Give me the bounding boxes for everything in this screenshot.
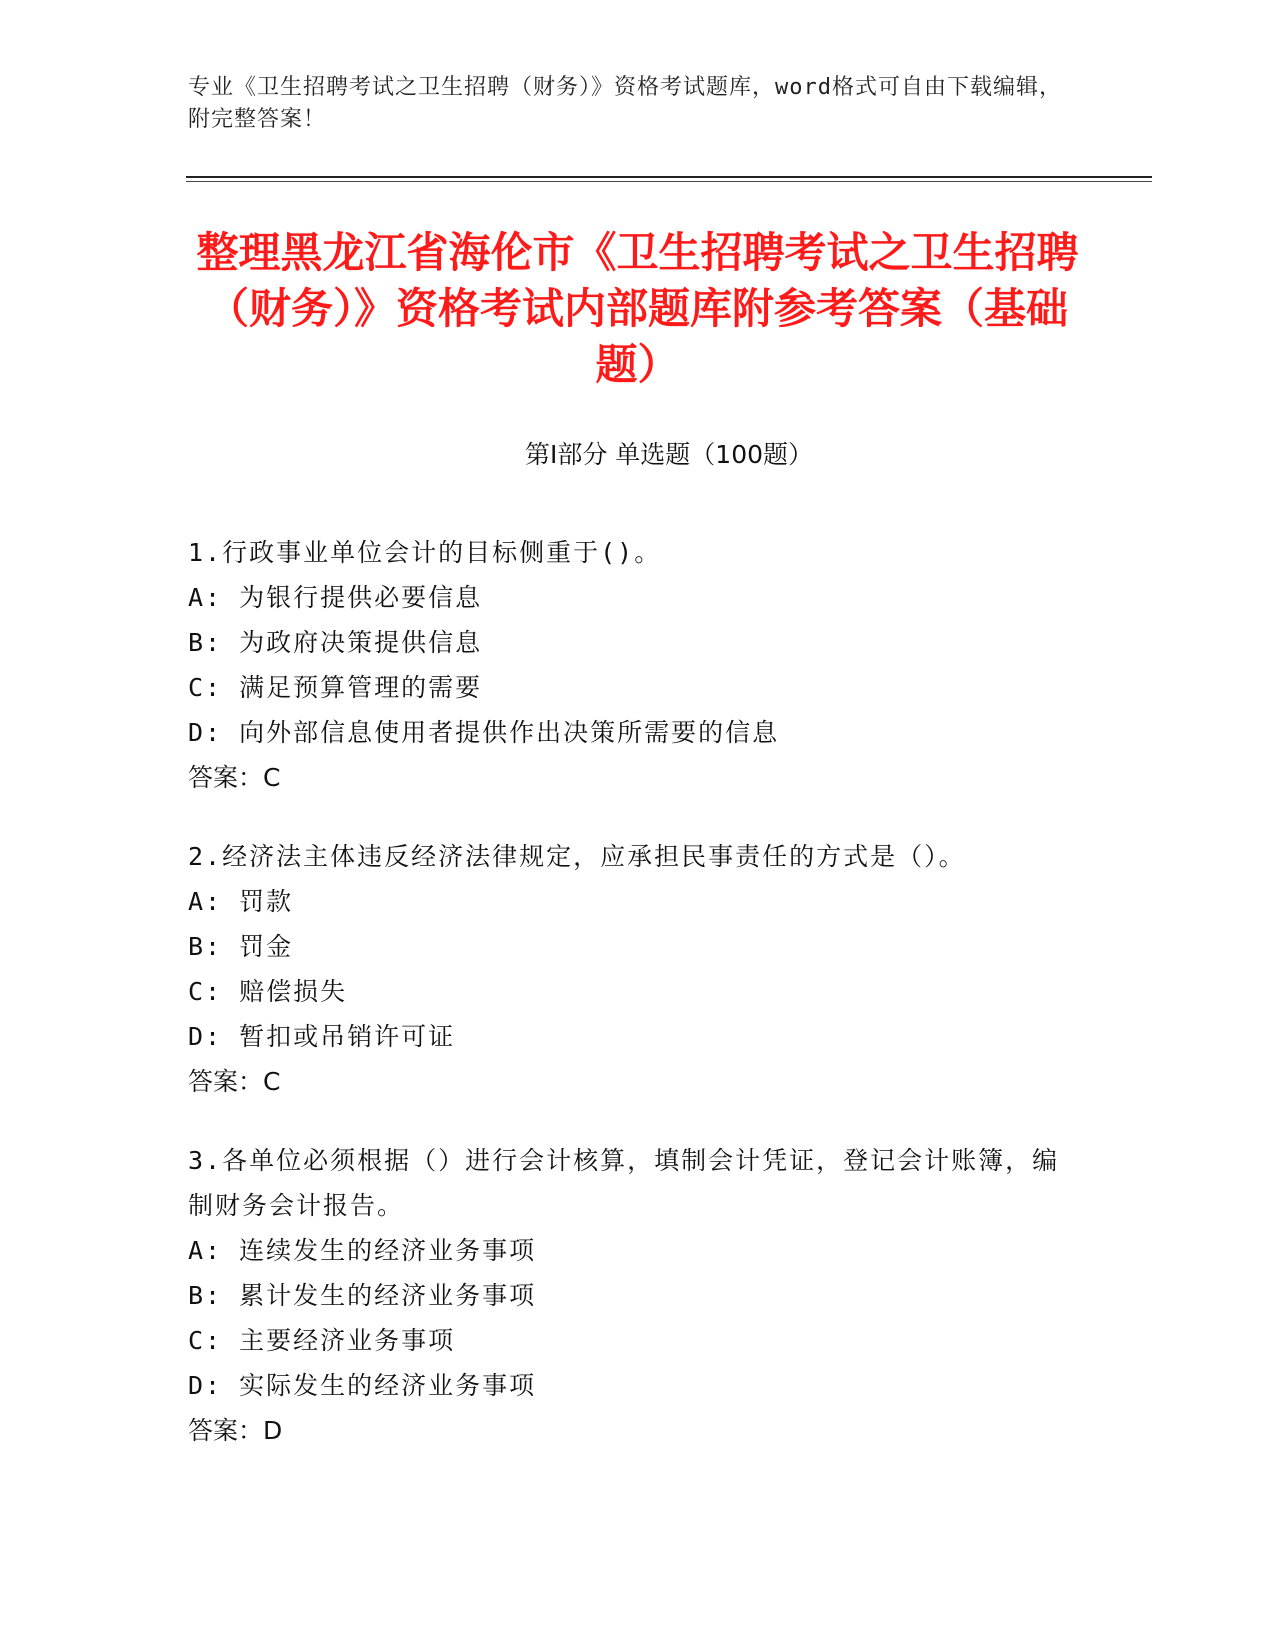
option-b: B: 为政府决策提供信息 bbox=[188, 628, 483, 657]
option-b: B: 累计发生的经济业务事项 bbox=[188, 1281, 537, 1310]
section-title: 第I部分 单选题（100题） bbox=[524, 440, 814, 469]
header-note: 专业《卫生招聘考试之卫生招聘（财务）》资格考试题库，word格式可自由下载编辑，附完整答案！ bbox=[188, 75, 1062, 132]
option-c: C: 满足预算管理的需要 bbox=[188, 673, 483, 702]
question-stem: 1.行政事业单位会计的目标侧重于()。 bbox=[188, 538, 662, 567]
answer: 答案：C bbox=[188, 1067, 281, 1096]
question-list bbox=[188, 530, 1068, 1487]
answer: 答案：C bbox=[188, 763, 281, 792]
option-b: B: 罚金 bbox=[188, 932, 294, 961]
option-d: D: 向外部信息使用者提供作出决策所需要的信息 bbox=[188, 718, 780, 747]
option-a: A: 连续发生的经济业务事项 bbox=[188, 1236, 537, 1265]
document-title: 整理黑龙江省海伦市《卫生招聘考试之卫生招聘（财务）》资格考试内部题库附参考答案（基础题） bbox=[196, 228, 1079, 389]
option-d: D: 实际发生的经济业务事项 bbox=[188, 1371, 537, 1400]
option-d: D: 暂扣或吊销许可证 bbox=[188, 1022, 456, 1051]
question-1 bbox=[188, 530, 1068, 800]
option-c: C: 赔偿损失 bbox=[188, 977, 348, 1006]
answer: 答案：D bbox=[188, 1416, 283, 1445]
question-3 bbox=[188, 1138, 1068, 1453]
option-a: A: 罚款 bbox=[188, 887, 294, 916]
option-a: A: 为银行提供必要信息 bbox=[188, 583, 483, 612]
question-stem: 2.经济法主体违反经济法律规定，应承担民事责任的方式是（）。 bbox=[188, 842, 966, 871]
header-rule-thick bbox=[186, 176, 1152, 178]
question-stem: 3.各单位必须根据（）进行会计核算，填制会计凭证，登记会计账簿，编制财务会计报告。 bbox=[188, 1146, 1060, 1220]
header-rule-thin bbox=[186, 181, 1152, 182]
option-c: C: 主要经济业务事项 bbox=[188, 1326, 456, 1355]
question-2 bbox=[188, 834, 1068, 1104]
